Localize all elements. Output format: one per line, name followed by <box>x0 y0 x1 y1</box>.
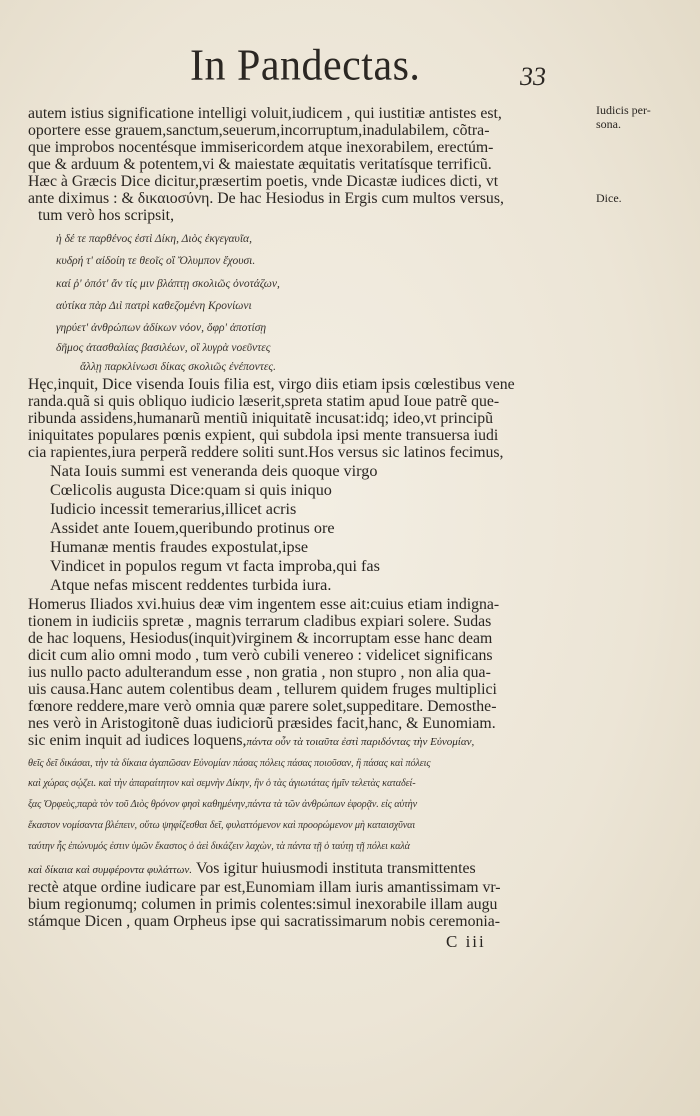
text-line: iniquitates populares pœnis expient, qui subdola ipsi mente transuersa iudi <box>28 427 499 444</box>
text-line: rectè atque ordine iudicare par est,Eunomiam illam iuris amantissimam vr- <box>28 879 501 896</box>
text-line: tionem in iudiciis spretæ , magnis terrarum cladibus expiari solere. Sudas <box>28 613 492 630</box>
greek-prose-line: ἕκαστον νομίσαντα βλέπειν, οὕτω ψηφίζεσθαι δεῖ, φυλαττόμενον καὶ προορώμενον μὴ καταισχῦναι <box>28 820 416 831</box>
latin-verse: Vindicet in populos regum vt facta improba,qui fas <box>50 557 380 575</box>
greek-segment: καὶ δίκαια καὶ συμφέροντα φυλάττων. <box>28 864 193 876</box>
text-line: que improbos nocentésque immisericordem atque inexorabilem, erectúm- <box>28 139 494 156</box>
text-line: de hac loquens, Hesiodus(inquit)virginem & incorruptam esse hanc deam <box>28 630 493 647</box>
latin-verse: Cœlicolis augusta Dice:quam si quis iniquo <box>50 481 332 499</box>
text-line-mixed <box>28 860 476 879</box>
text-line: ius nullo pacto adulterandum esse , non gratia , non stupro , non alia qua- <box>28 664 491 681</box>
text-line: stámque Dicen , quam Orpheus ipse qui sacratissimarum nobis ceremonia- <box>28 913 501 930</box>
text-line: Hęc,inquit, Dice visenda Iouis filia est, virgo diis etiam ipsis cœlestibus vene <box>28 376 515 393</box>
text-line: ante diximus : & δικαιοσύνη. De hac Hesiodus in Ergis cum multos versus, <box>28 190 504 207</box>
text-line: dicit cum alio omni modo , tum verò cubili venereo : videlicet significans <box>28 647 493 664</box>
margin-note-iudicis: Iudicis per- <box>596 103 651 117</box>
text-line: Homerus Iliados xvi.huius deæ vim ingentem esse ait:cuius etiam indigna- <box>28 596 500 613</box>
latin-verse: Humanæ mentis fraudes expostulat,ipse <box>50 538 309 556</box>
greek-verse: καί ῥ' ὁπότ' ἄν τίς μιν βλάπτῃ σκολιῶς ὀνοτάζων, <box>56 278 280 290</box>
folio-number: 33 <box>520 62 546 91</box>
greek-segment: πάντα οὖν τὰ τοιαῦτα ἐστὶ παριδόντας τὴν Εὐνομίαν, <box>246 736 475 748</box>
greek-verse: ἄλλῃ παρκλίνωσι δίκας σκολιῶς ἐνέποντες. <box>80 361 276 373</box>
greek-prose-line: ταύτην ἧς ἐπώνυμός ἐστιν ὑμῶν ἕκαστος ὁ ἀεὶ δικάζειν λαχὼν, τὰ πάντα τῇ ὁ ταύτῃ τῇ πόλει καλὰ <box>28 841 410 852</box>
margin-note-dice: Dice. <box>596 191 622 205</box>
greek-verse: κυδρή τ' αἰδοίη τε θεοῖς οἳ Ὄλυμπον ἔχουσι. <box>56 255 256 267</box>
text-line-mixed <box>28 732 474 751</box>
running-head: In Pandectas. <box>190 41 421 91</box>
text-line: cia rapientes,iura perperã reddere soliti sunt.Hos versus sic latinos fecimus, <box>28 444 504 461</box>
greek-prose-line: καὶ χώρας σῴζει. καὶ τὴν ἀπαραίτητον καὶ σεμνὴν Δίκην, ἣν ὁ τὰς ἁγιωτάτας ἡμῖν τελετὰς καταδεί- <box>28 778 416 789</box>
text-line: nes verò in Aristogitonẽ duas iudiciorũ præsides facit,hanc, & Eunomiam. <box>28 715 496 732</box>
greek-verse: δῆμος ἀτασθαλίας βασιλέων, οἳ λυγρὰ νοεῦντες <box>56 342 271 354</box>
text-line: ribunda assidens,humanarũ mentiũ iniquitatẽ incusat:idq; ideo,vt principũ <box>28 410 494 427</box>
latin-verse: Nata Iouis summi est veneranda deis quoque virgo <box>50 462 378 480</box>
latin-verse: Iudicio incessit temerarius,illicet acris <box>50 500 297 518</box>
latin-verse: Assidet ante Iouem,queribundo protinus ore <box>50 519 335 537</box>
latin-verse: Atque nefas miscent reddentes turbida iura. <box>50 576 332 594</box>
text-line: tum verò hos scripsit, <box>38 207 175 224</box>
text-line: fœnore reddere,mare verò omnia quæ parere solet,suppeditare. Demosthe- <box>28 698 497 715</box>
text-line: que & arduum & potentem,vi & maiestate æquitatis veritatísque terrificũ. <box>28 156 492 173</box>
greek-prose-line: θεῖς δεῖ δικάσαι, τὴν τὰ δίκαια ἀγαπῶσαν Εὐνομίαν πάσας πόλεις πάσας ποιοῦσαν, ἣ πάσας καὶ πόλεις <box>28 758 431 769</box>
latin-segment: sic enim inquit ad iudices loquens, <box>28 732 247 749</box>
margin-note-persona: sona. <box>596 117 621 131</box>
text-line: autem istius significatione intelligi voluit,iudicem , qui iustitiæ antistes est, <box>28 105 502 122</box>
text-line: oportere esse grauem,sanctum,seuerum,incorruptum,inadulabilem, cõtra- <box>28 122 490 139</box>
greek-verse: αὐτίκα πὰρ Διὶ πατρὶ καθεζομένη Κρονίωνι <box>56 300 252 312</box>
greek-prose-line: ξας Ὀρφεὺς,παρὰ τὸν τοῦ Διὸς θρόνον φησὶ καθημένην,πάντα τὰ τῶν ἀνθρώπων ἐφορᾷν. εἰς αὐτὴν <box>28 799 418 810</box>
signature-mark: C iii <box>446 932 486 951</box>
text-line: randa.quã si quis obliquo iudicio læserit,spreta statim apud Ioue patrẽ que- <box>28 393 500 410</box>
text-line: Hæc à Græcis Dice dicitur,præsertim poetis, vnde Dicastæ iudices dicti, vt <box>28 173 499 190</box>
greek-verse: γηρύετ' ἀνθρώπων ἀδίκων νόον, ὄφρ' ἀποτίσῃ <box>56 322 267 334</box>
text-line: bium regionumq; columen in primis colentes:simul inexorabile illam augu <box>28 896 498 913</box>
greek-verse: ἡ δέ τε παρθένος ἐστὶ Δίκη, Διὸς ἐκγεγαυῖα, <box>56 233 252 245</box>
text-line: uis causa.Hanc autem colentibus deam , tellurem quidem fruges multiplici <box>28 681 497 698</box>
latin-segment: Vos igitur huiusmodi instituta transmittentes <box>195 860 476 877</box>
